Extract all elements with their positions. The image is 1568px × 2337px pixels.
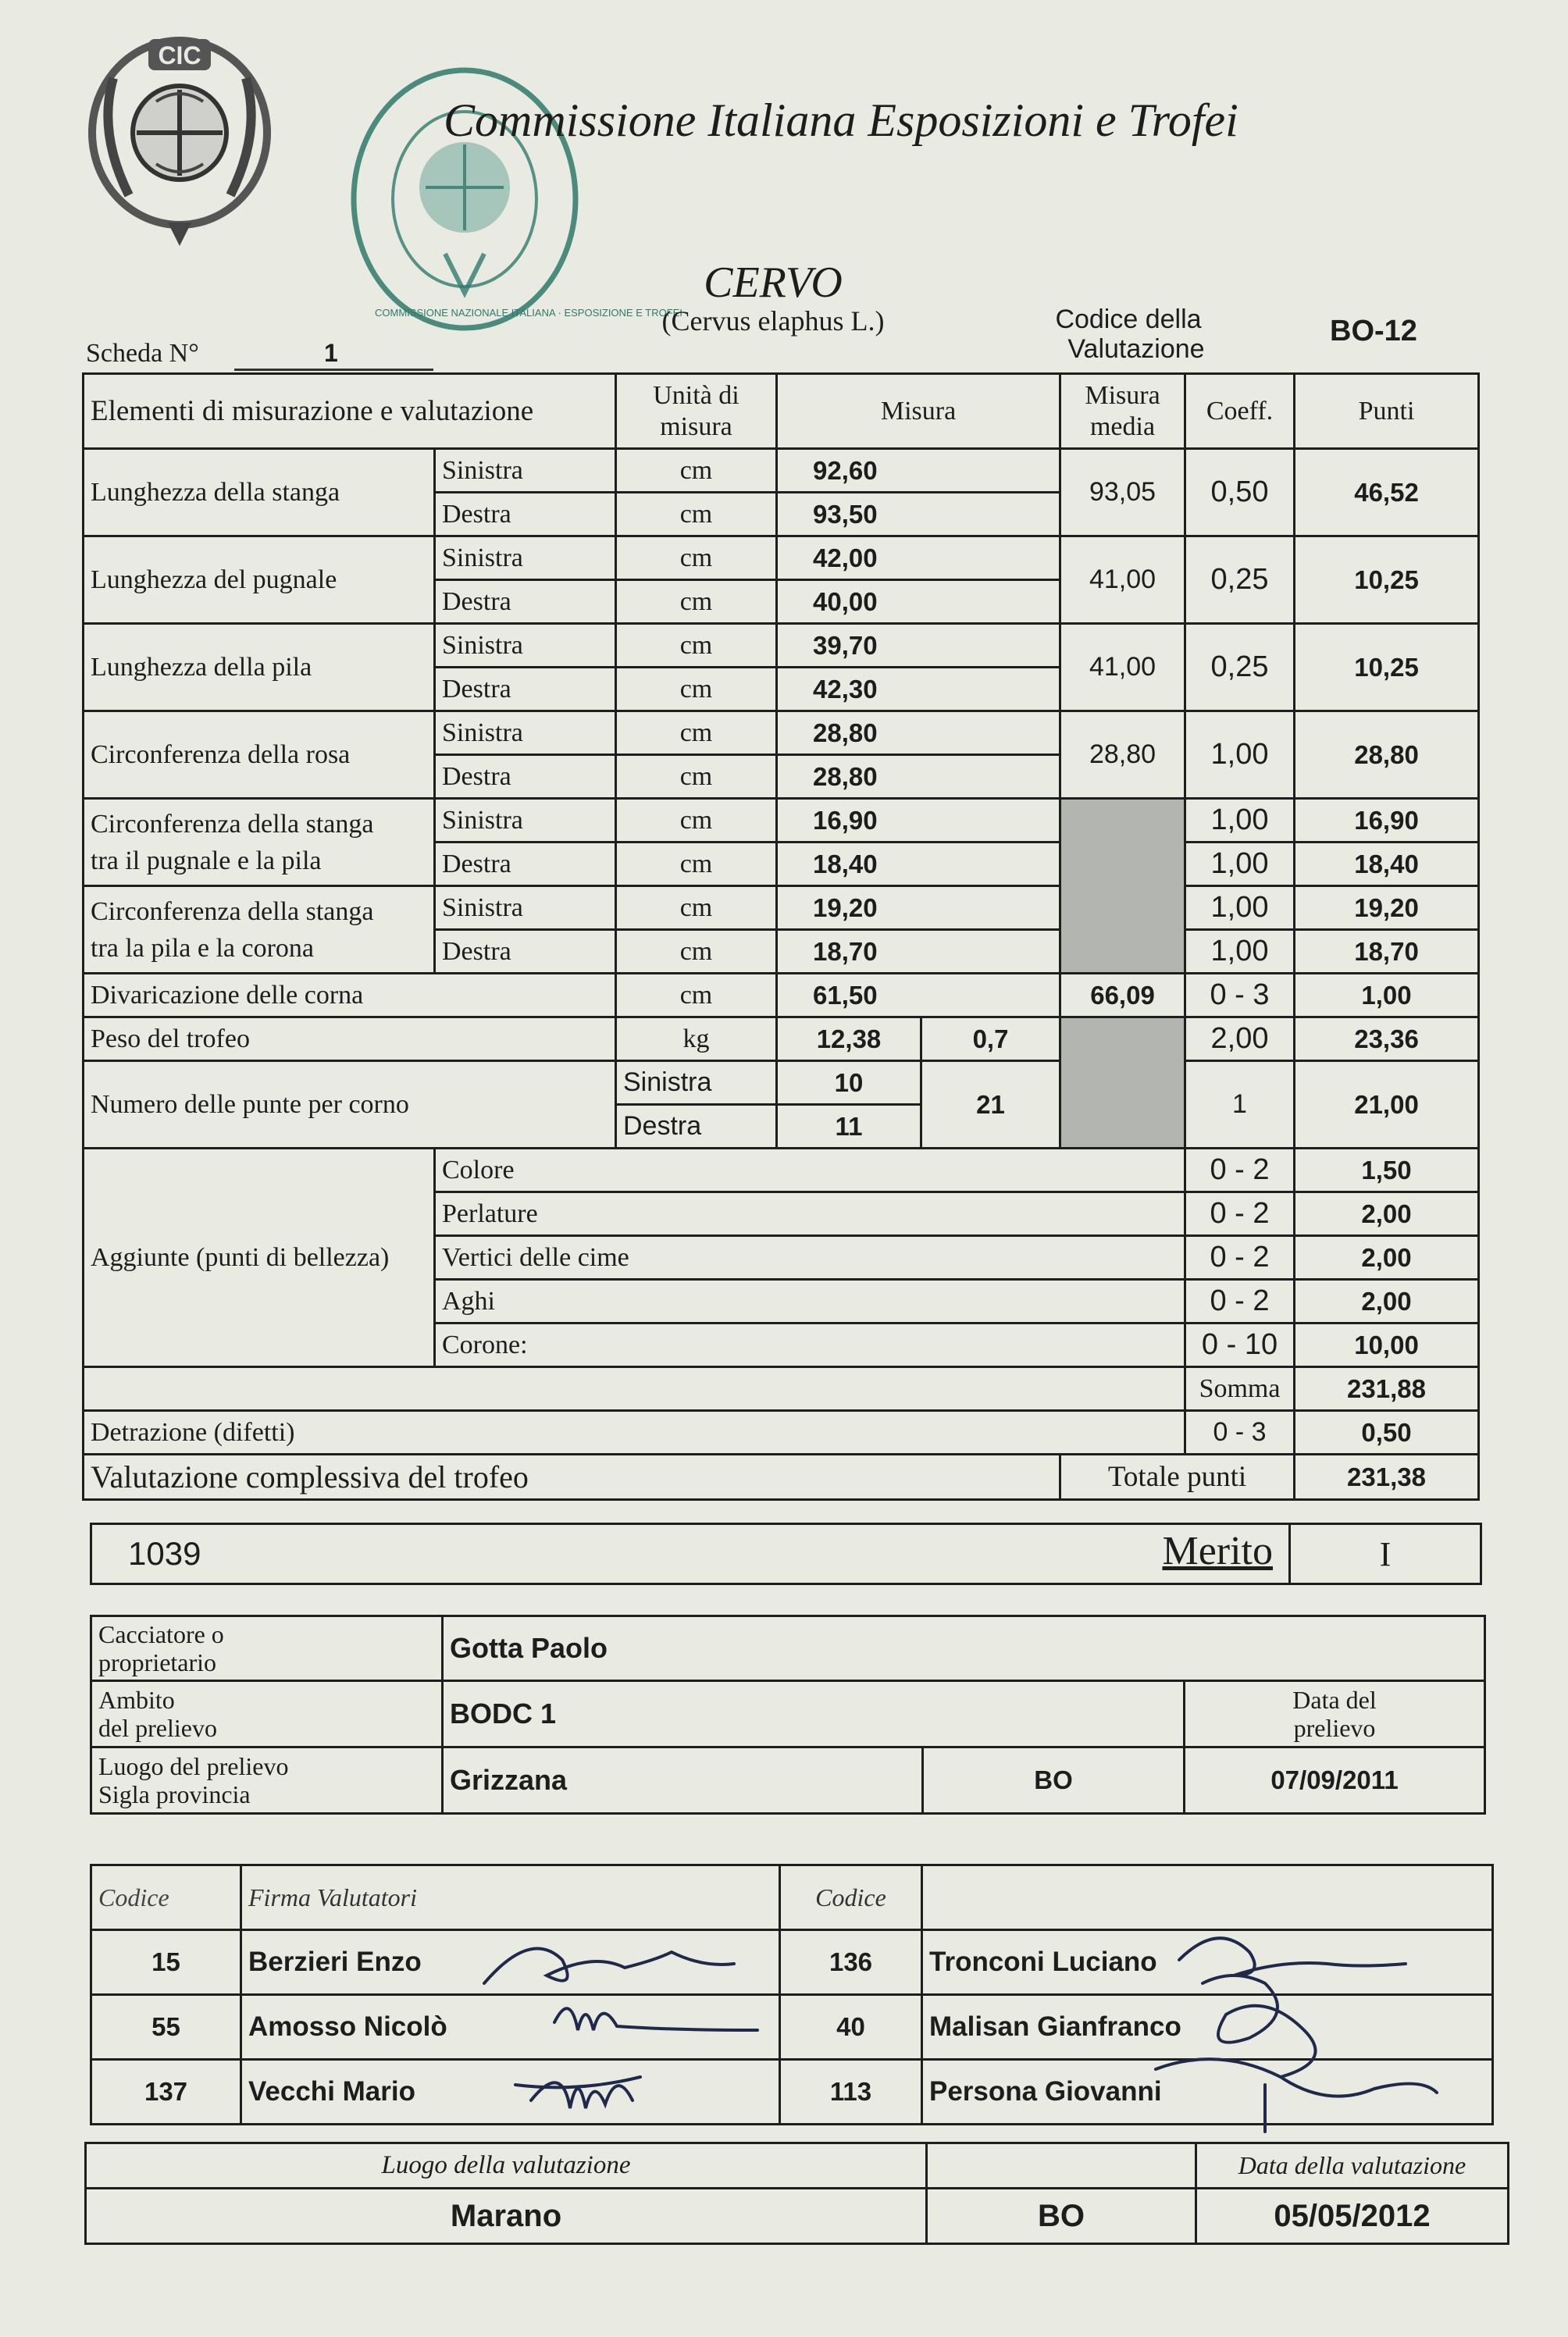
row-label: Lunghezza della pila xyxy=(84,624,435,711)
unit: cm xyxy=(616,493,777,536)
side-label: Destra xyxy=(435,493,616,536)
valutatore-code: 55 xyxy=(91,1995,241,2060)
divaricazione-punti: 1,00 xyxy=(1295,974,1479,1017)
aggiunta-punti: 2,00 xyxy=(1295,1280,1479,1323)
codice-value: BO-12 xyxy=(1330,315,1417,347)
peso-punti: 23,36 xyxy=(1295,1017,1479,1061)
hunter-table xyxy=(90,1615,1486,1815)
divaricazione-coeff: 0 - 3 xyxy=(1185,974,1295,1017)
value-sx: 39,70 xyxy=(777,624,1060,668)
aggiunta-item: Corone: xyxy=(435,1323,1185,1367)
data-label-2: prelievo xyxy=(1293,1714,1376,1742)
media-shaded xyxy=(1060,799,1185,974)
row-label-line-2: tra il pugnale e la pila xyxy=(91,846,322,875)
aggiunta-coeff: 0 - 2 xyxy=(1185,1192,1295,1236)
value-dx: 18,70 xyxy=(777,930,1060,974)
row-label-two-line xyxy=(84,886,435,974)
ambito-label-2: del prelievo xyxy=(98,1714,217,1742)
aggiunta-punti: 2,00 xyxy=(1295,1192,1479,1236)
org-title: Commissione Italiana Esposizioni e Trofei xyxy=(444,94,1238,146)
value-sx: 16,90 xyxy=(777,799,1060,843)
signatures xyxy=(437,1921,1515,2132)
cacciatore-label-1: Cacciatore o xyxy=(98,1620,224,1648)
luogo-label xyxy=(91,1747,443,1814)
logo-text: CIC xyxy=(158,41,201,69)
peso-extra: 0,7 xyxy=(921,1017,1060,1061)
data-valutazione-value: 05/05/2012 xyxy=(1196,2189,1509,2244)
media: 28,80 xyxy=(1060,711,1185,799)
luogo-label-2: Sigla provincia xyxy=(98,1780,251,1808)
punti: 19,20 xyxy=(1295,886,1479,930)
value-sx: 19,20 xyxy=(777,886,1060,930)
unit: cm xyxy=(616,886,777,930)
detrazione-label: Detrazione (difetti) xyxy=(84,1411,1185,1455)
punti: 10,25 xyxy=(1295,536,1479,624)
row-label-line-1: Circonferenza della stanga xyxy=(91,809,374,839)
punte-sx: 10 xyxy=(777,1061,921,1105)
coeff: 0,50 xyxy=(1185,449,1295,536)
punti: 28,80 xyxy=(1295,711,1479,799)
aggiunta-punti: 10,00 xyxy=(1295,1323,1479,1367)
punte-punti: 21,00 xyxy=(1295,1061,1479,1149)
aggiunta-punti: 2,00 xyxy=(1295,1236,1479,1280)
merito-cell xyxy=(91,1524,1290,1584)
valutatore-name: Berzieri Enzo xyxy=(241,1930,780,1995)
merito-number: 1039 xyxy=(128,1535,201,1572)
scheda-line xyxy=(234,369,433,371)
aggiunte-label: Aggiunte (punti di bellezza) xyxy=(84,1149,435,1367)
media: 93,05 xyxy=(1060,449,1185,536)
cacciatore-label xyxy=(91,1616,443,1681)
valutatore-name: Vecchi Mario xyxy=(241,2060,780,2125)
totale-value: 231,38 xyxy=(1295,1455,1479,1500)
side-label: Destra xyxy=(435,755,616,799)
punti: 46,52 xyxy=(1295,449,1479,536)
divaricazione-value: 61,50 xyxy=(777,974,1060,1017)
empty-cell xyxy=(927,2143,1196,2189)
firma-header: Firma Valutatori xyxy=(241,1865,780,1930)
unit: cm xyxy=(616,799,777,843)
valutatore-code: 40 xyxy=(780,1995,922,2060)
cacciatore-value: Gotta Paolo xyxy=(443,1616,1485,1681)
totale-label: Totale punti xyxy=(1060,1455,1295,1500)
punte-dx: 11 xyxy=(777,1105,921,1149)
valutazione-table xyxy=(84,2142,1509,2245)
header-unita-2: misura xyxy=(660,411,732,441)
cic-logo xyxy=(82,23,277,250)
row-label: Circonferenza della rosa xyxy=(84,711,435,799)
codice-header: Codice xyxy=(91,1865,241,1930)
header-unita-1: Unità di xyxy=(653,380,739,410)
row-label-line-2: tra la pila e la corona xyxy=(91,933,315,963)
valutatore-code: 136 xyxy=(780,1930,922,1995)
value-dx: 42,30 xyxy=(777,668,1060,711)
coeff: 1,00 xyxy=(1185,711,1295,799)
side-label: Destra xyxy=(435,580,616,624)
ambito-label xyxy=(91,1681,443,1747)
header-unita xyxy=(616,374,777,449)
aggiunta-coeff: 0 - 2 xyxy=(1185,1236,1295,1280)
codice-label-2: Valutazione xyxy=(1067,334,1205,364)
header-media-1: Misura xyxy=(1085,380,1160,410)
detrazione-coeff: 0 - 3 xyxy=(1185,1411,1295,1455)
codice-header-2: Codice xyxy=(780,1865,922,1930)
luogo-valutazione-label: Luogo della valutazione xyxy=(86,2143,927,2189)
unit: cm xyxy=(616,843,777,886)
coeff: 1,00 xyxy=(1185,930,1295,974)
provincia-value: BO xyxy=(923,1747,1185,1814)
header-media xyxy=(1060,374,1185,449)
media-shaded xyxy=(1060,1017,1185,1149)
luogo-label-1: Luogo del prelievo xyxy=(98,1752,289,1780)
value-sx: 42,00 xyxy=(777,536,1060,580)
coeff: 1,00 xyxy=(1185,843,1295,886)
aggiunta-coeff: 0 - 10 xyxy=(1185,1323,1295,1367)
punte-label: Numero delle punte per corno xyxy=(84,1061,616,1149)
luogo-value: Grizzana xyxy=(443,1747,923,1814)
punti: 16,90 xyxy=(1295,799,1479,843)
coeff: 0,25 xyxy=(1185,536,1295,624)
row-label: Lunghezza del pugnale xyxy=(84,536,435,624)
merito-label: Merito xyxy=(1162,1529,1273,1573)
punti: 18,40 xyxy=(1295,843,1479,886)
divaricazione-media: 66,09 xyxy=(1060,974,1185,1017)
aggiunta-coeff: 0 - 2 xyxy=(1185,1149,1295,1192)
header-media-2: media xyxy=(1089,411,1156,441)
unit: cm xyxy=(616,930,777,974)
somma-value: 231,88 xyxy=(1295,1367,1479,1411)
coeff: 1,00 xyxy=(1185,799,1295,843)
side-label: Sinistra xyxy=(435,711,616,755)
aggiunta-item: Colore xyxy=(435,1149,1185,1192)
row-label: Lunghezza della stanga xyxy=(84,449,435,536)
peso-label: Peso del trofeo xyxy=(84,1017,616,1061)
value-dx: 28,80 xyxy=(777,755,1060,799)
side-label: Destra xyxy=(435,668,616,711)
aggiunta-item: Vertici delle cime xyxy=(435,1236,1185,1280)
row-label-two-line xyxy=(84,799,435,886)
value-sx: 92,60 xyxy=(777,449,1060,493)
valutatore-name: Persona Giovanni xyxy=(922,2060,1493,2125)
punti: 18,70 xyxy=(1295,930,1479,974)
coeff: 0,25 xyxy=(1185,624,1295,711)
punti: 10,25 xyxy=(1295,624,1479,711)
data-label-1: Data del xyxy=(1292,1686,1377,1714)
ambito-label-1: Ambito xyxy=(98,1686,175,1714)
side-label: Sinistra xyxy=(435,886,616,930)
divaricazione-label: Divaricazione delle corna xyxy=(84,974,616,1017)
luogo-valutazione-value: Marano xyxy=(86,2189,927,2244)
provincia-valutazione: BO xyxy=(927,2189,1196,2244)
unit: cm xyxy=(616,668,777,711)
species-latin: (Cervus elaphus L.) xyxy=(661,305,885,337)
data-valutazione-label: Data della valutazione xyxy=(1196,2143,1509,2189)
data-prelievo-label xyxy=(1185,1681,1485,1747)
valutatore-name: Amosso Nicolò xyxy=(241,1995,780,2060)
ambito-value: BODC 1 xyxy=(443,1681,1185,1747)
unit: cm xyxy=(616,624,777,668)
aggiunta-coeff: 0 - 2 xyxy=(1185,1280,1295,1323)
aggiunta-item: Aghi xyxy=(435,1280,1185,1323)
valutatore-code: 15 xyxy=(91,1930,241,1995)
side-label: Destra xyxy=(435,843,616,886)
merito-table xyxy=(90,1523,1482,1585)
data-prelievo-value: 07/09/2011 xyxy=(1185,1747,1485,1814)
punte-total: 21 xyxy=(921,1061,1060,1149)
row-label-line-1: Circonferenza della stanga xyxy=(91,896,374,926)
value-sx: 28,80 xyxy=(777,711,1060,755)
coeff: 1,00 xyxy=(1185,886,1295,930)
side-label: Sinistra xyxy=(435,624,616,668)
value-dx: 93,50 xyxy=(777,493,1060,536)
scheda-label: Scheda N° xyxy=(86,339,199,368)
detrazione-punti: 0,50 xyxy=(1295,1411,1479,1455)
value-dx: 18,40 xyxy=(777,843,1060,886)
codice-label-1: Codice della xyxy=(1055,305,1202,334)
valutatore-code: 113 xyxy=(780,2060,922,2125)
aggiunta-item: Perlature xyxy=(435,1192,1185,1236)
valutatore-name: Malisan Gianfranco xyxy=(922,1995,1493,2060)
side-label: Sinistra xyxy=(435,799,616,843)
value-dx: 40,00 xyxy=(777,580,1060,624)
header-punti: Punti xyxy=(1295,374,1479,449)
unit: cm xyxy=(616,974,777,1017)
unit: cm xyxy=(616,580,777,624)
valutazione-label: Valutazione complessiva del trofeo xyxy=(84,1455,1060,1500)
species-title: CERVO xyxy=(704,258,843,307)
header-coeff: Coeff. xyxy=(1185,374,1295,449)
peso-value: 12,38 xyxy=(777,1017,921,1061)
unit: cm xyxy=(616,536,777,580)
side-label: Sinistra xyxy=(435,449,616,493)
media: 41,00 xyxy=(1060,536,1185,624)
unit: cm xyxy=(616,449,777,493)
aggiunta-punti: 1,50 xyxy=(1295,1149,1479,1192)
header-misura: Misura xyxy=(777,374,1060,449)
punte-coeff: 1 xyxy=(1185,1061,1295,1149)
side-label: Sinistra xyxy=(435,536,616,580)
header-elementi: Elementi di misurazione e valutazione xyxy=(84,374,616,449)
somma-label: Somma xyxy=(1185,1367,1295,1411)
peso-coeff: 2,00 xyxy=(1185,1017,1295,1061)
cacciatore-label-2: proprietario xyxy=(98,1648,217,1676)
punte-sx-label: Sinistra xyxy=(616,1061,777,1105)
somma-spacer xyxy=(84,1367,1185,1411)
media: 41,00 xyxy=(1060,624,1185,711)
side-label: Destra xyxy=(435,930,616,974)
unit: cm xyxy=(616,755,777,799)
unit-kg: kg xyxy=(616,1017,777,1061)
valutatore-code: 137 xyxy=(91,2060,241,2125)
measurement-table xyxy=(82,372,1480,1501)
unit: cm xyxy=(616,711,777,755)
valutatore-name: Tronconi Luciano xyxy=(922,1930,1493,1995)
stamp-text: COMMISSIONE NAZIONALE ITALIANA · ESPOSIZIONE E TROFEI xyxy=(375,307,682,319)
scheda-number: 1 xyxy=(324,339,338,367)
merito-value: I xyxy=(1290,1524,1481,1584)
punte-dx-label: Destra xyxy=(616,1105,777,1149)
